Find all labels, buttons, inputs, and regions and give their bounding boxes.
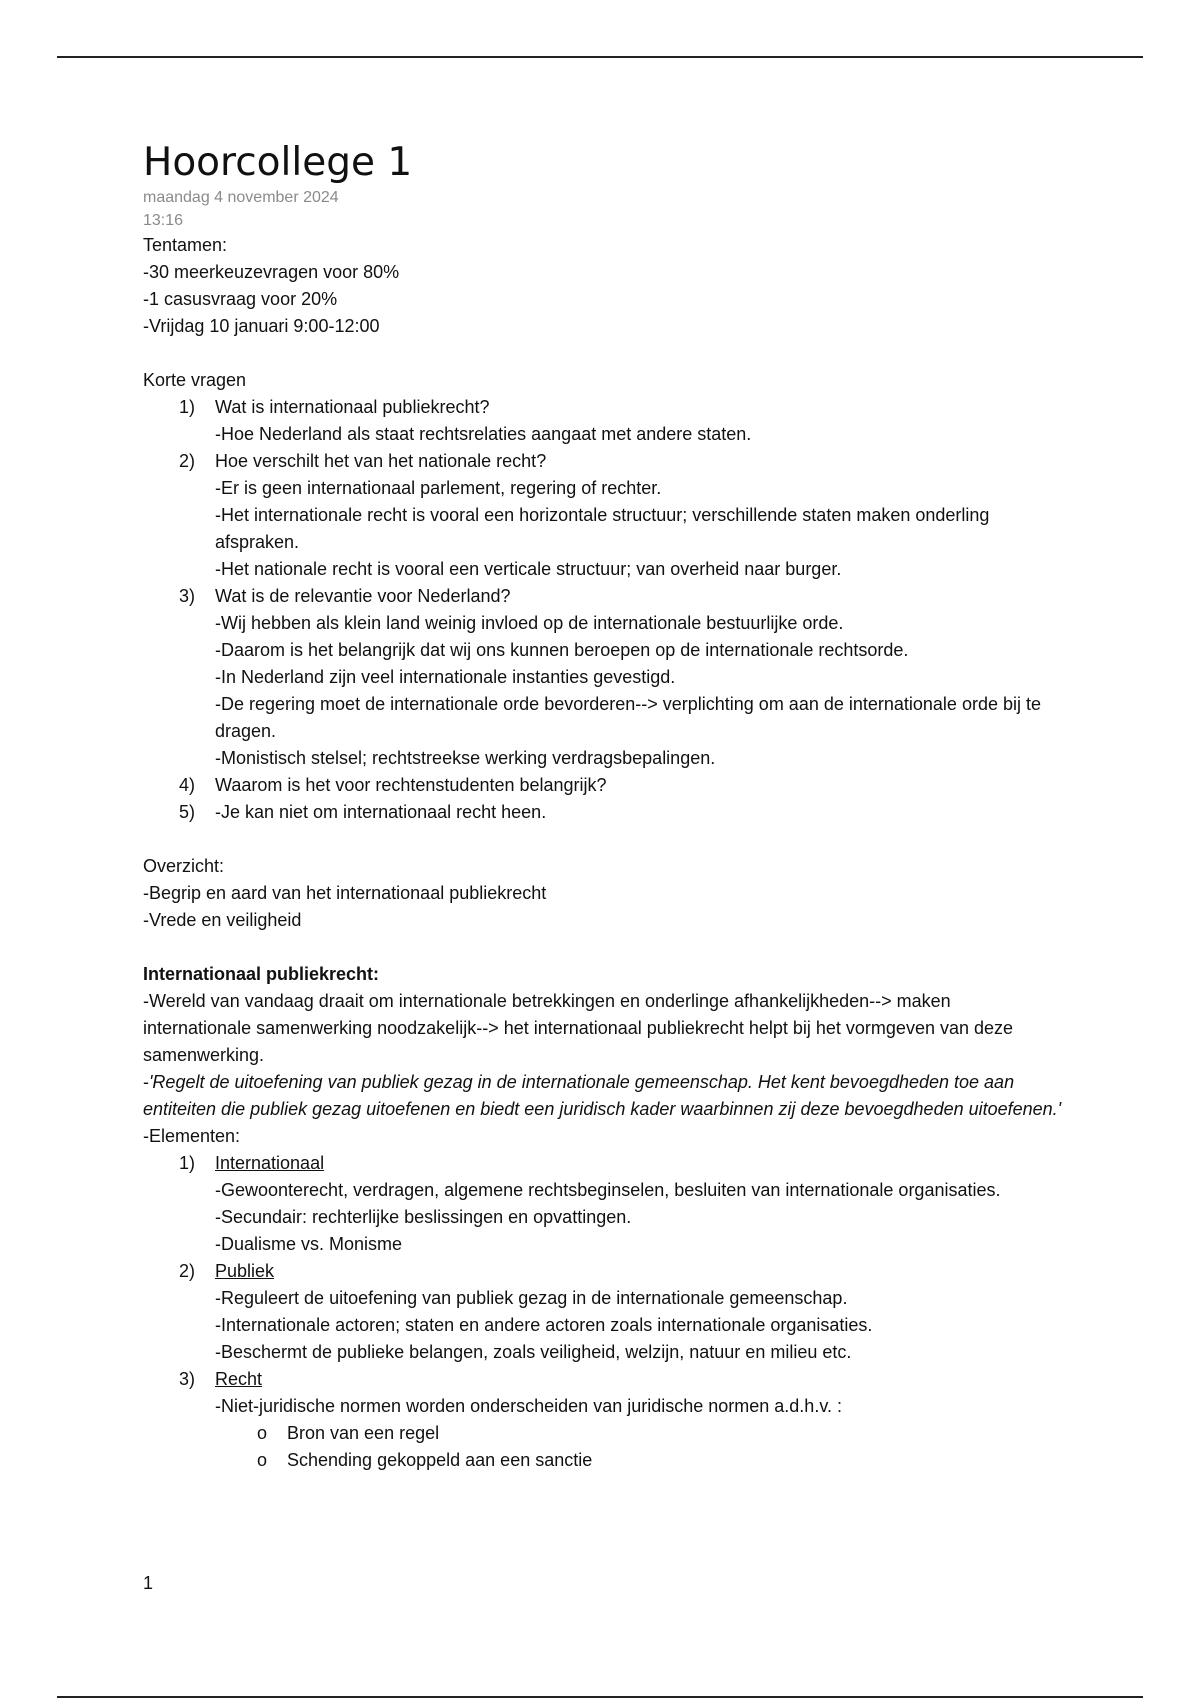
element-line: -Internationale actoren; staten en andere actoren zoals internationale organisaties. [215,1315,873,1335]
definition-quote [143,1069,1063,1123]
elements-heading: -Elementen: [143,1126,241,1146]
question-text: Hoe verschilt het van het nationale recht? [215,451,547,471]
question-text: Waarom is het voor rechtenstudenten belangrijk? [215,775,607,795]
answer-line: -Het internationale recht is vooral een horizontale structuur; verschillende staten maken onderling afspraken. [215,505,995,552]
list-number: 4) [179,775,196,795]
exam-line: -30 meerkeuzevragen voor 80% [143,262,400,282]
element-line: -Secundair: rechterlijke beslissingen en opvattingen. [215,1207,632,1227]
question-item [143,799,1063,826]
exam-line: -Vrijdag 10 januari 9:00-12:00 [143,316,380,336]
question-item [143,583,1063,610]
section-intro: -Wereld van vandaag draait om internationale betrekkingen en onderlinge afhankelijkheden--> maken internationale samenwerking noodzakelijk--> het internationaal publiekrecht helpt bij het vormgeven van deze samenwerking. [143,991,1019,1065]
question-text: Wat is internationaal publiekrecht? [215,397,490,417]
answer-line: -De regering moet de internationale orde bevorderen--> verplichting om aan de internationale orde bij te dragen. [215,694,1047,741]
overview-line: -Begrip en aard van het internationaal publiekrecht [143,883,547,903]
document-page [143,140,1063,1474]
note-date: maandag 4 november 2024 [143,189,339,206]
bullet-item [251,1447,1063,1474]
answer-line: -Daarom is het belangrijk dat wij ons kunnen beroepen op de internationale rechtsorde. [215,640,909,660]
element-item [143,1366,1063,1393]
list-number: 2) [179,451,196,471]
overview-heading: Overzicht: [143,856,225,876]
exam-heading: Tentamen: [143,235,228,255]
question-item [143,448,1063,475]
element-name: Internationaal [215,1153,325,1173]
list-number: 1) [179,397,196,417]
question-item [143,772,1063,799]
bullet-text: Schending gekoppeld aan een sanctie [287,1450,593,1470]
short-questions-heading: Korte vragen [143,370,247,390]
note-time: 13:16 [143,212,184,229]
bullet-text: Bron van een regel [287,1423,440,1443]
quote-text: 'Regelt de uitoefening van publiek gezag in de internationale gemeenschap. Het kent bevoegdheden toe aan entiteiten die publiek gezag uitoefenen en biedt een juridisch kader waarbinnen zij deze bevoegdheden uitoefenen.' [143,1072,1062,1119]
page-title: Hoorcollege 1 [143,140,413,185]
list-number: 5) [179,802,196,822]
overview-line: -Vrede en veiligheid [143,910,302,930]
element-name: Publiek [215,1261,275,1281]
question-item [143,394,1063,421]
element-line: -Gewoonterecht, verdragen, algemene rechtsbeginselen, besluiten van internationale organisaties. [215,1180,1001,1200]
answer-line: -Het nationale recht is vooral een verticale structuur; van overheid naar burger. [215,559,842,579]
list-number: 3) [179,1369,196,1389]
bullet-marker: o [257,1423,268,1443]
answer-line: -Er is geen internationaal parlement, regering of rechter. [215,478,662,498]
element-line: -Dualisme vs. Monisme [215,1234,403,1254]
list-number: 3) [179,586,196,606]
element-item [143,1150,1063,1177]
answer-line: -In Nederland zijn veel internationale instanties gevestigd. [215,667,676,687]
answer-line: -Wij hebben als klein land weinig invloed op de internationale bestuurlijke orde. [215,613,844,633]
list-number: 2) [179,1261,196,1281]
element-item [143,1258,1063,1285]
element-line: -Niet-juridische normen worden onderscheiden van juridische normen a.d.h.v. : [215,1396,842,1416]
answer-line: -Hoe Nederland als staat rechtsrelaties aangaat met andere staten. [215,424,752,444]
quote-prefix: - [143,1072,149,1092]
bullet-item [251,1420,1063,1447]
element-line: -Beschermt de publieke belangen, zoals veiligheid, welzijn, natuur en milieu etc. [215,1342,852,1362]
question-text: -Je kan niet om internationaal recht heen. [215,802,547,822]
list-number: 1) [179,1153,196,1173]
page-number: 1 [143,1573,154,1593]
element-line: -Reguleert de uitoefening van publiek gezag in de internationale gemeenschap. [215,1288,848,1308]
element-name: Recht [215,1369,263,1389]
bullet-marker: o [257,1450,268,1470]
bottom-rule [57,1696,1143,1698]
exam-line: -1 casusvraag voor 20% [143,289,338,309]
section-heading: Internationaal publiekrecht: [143,964,380,984]
answer-line: -Monistisch stelsel; rechtstreekse werking verdragsbepalingen. [215,748,716,768]
top-rule [57,56,1143,58]
question-text: Wat is de relevantie voor Nederland? [215,586,511,606]
